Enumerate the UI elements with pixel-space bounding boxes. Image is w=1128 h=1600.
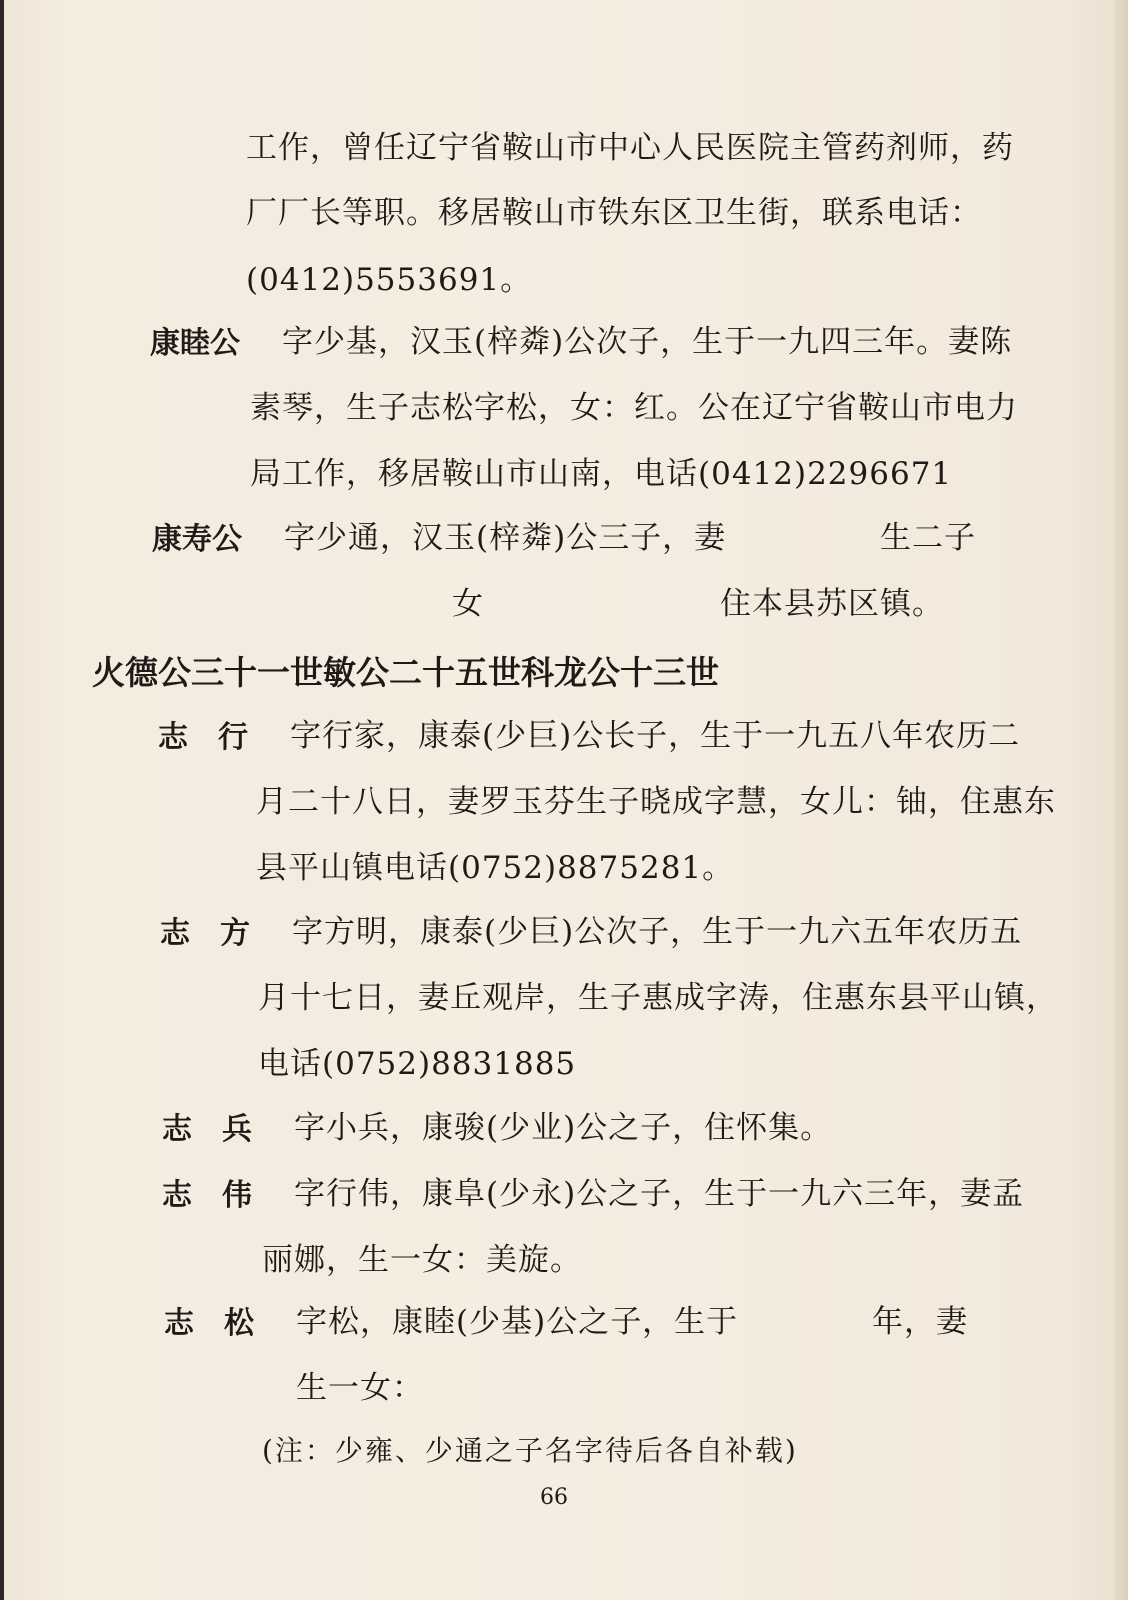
entry-name-kangmu: 康睦公 <box>150 326 240 361</box>
entry-name-zhifang: 志 方 <box>160 916 250 951</box>
entry-zhibing-line-1: 字小兵，康骏(少业)公之子，住怀集。 <box>294 1110 833 1146</box>
entry-zhifang-line-1: 字方明，康泰(少巨)公次子，生于一九六五年农历五 <box>292 914 1023 950</box>
entry-kangshou-line-1a: 字少通，汉玉(梓粦)公三子，妻 <box>284 520 727 556</box>
entry-kangshou-line-2a: 女 <box>452 586 484 622</box>
section-heading: 火德公三十一世敏公二十五世科龙公十三世 <box>92 653 719 692</box>
page-left-edge <box>0 0 4 1600</box>
entry-zhiwei-line-2: 丽娜，生一女：美旋。 <box>262 1242 582 1278</box>
entry-zhisong-line-1b: 年，妻 <box>872 1304 968 1340</box>
entry-zhixing-line-3: 县平山镇电话(0752)8875281。 <box>256 850 735 886</box>
entry-zhifang-line-2: 月十七日，妻丘观岸，生子惠成字涛，住惠东县平山镇， <box>258 980 1058 1016</box>
prev-entry-line-2: 厂厂长等职。移居鞍山市铁东区卫生街，联系电话： <box>246 195 982 231</box>
prev-entry-line-1: 工作，曾任辽宁省鞍山市中心人民医院主管药剂师，药 <box>246 130 1014 166</box>
footnote: (注：少雍、少通之子名字待后各自补载) <box>262 1434 798 1467</box>
entry-kangmu-line-3: 局工作，移居鞍山市山南，电话(0412)2296671 <box>250 456 953 492</box>
page-right-edge <box>1114 0 1128 1600</box>
prev-entry-line-3: (0412)5553691。 <box>246 262 533 298</box>
entry-zhixing-line-2: 月二十八日，妻罗玉芬生子晓成字慧，女儿：铀，住惠东 <box>256 784 1056 820</box>
entry-zhisong-line-2: 生一女： <box>296 1370 424 1406</box>
entry-kangshou-line-1b: 生二子 <box>880 520 976 556</box>
entry-name-zhisong: 志 松 <box>164 1306 254 1341</box>
entry-name-zhiwei: 志 伟 <box>162 1178 252 1213</box>
entry-zhifang-line-3: 电话(0752)8831885 <box>258 1046 577 1082</box>
entry-name-zhixing: 志 行 <box>158 720 248 755</box>
entry-zhisong-line-1a: 字松，康睦(少基)公之子，生于 <box>296 1304 739 1340</box>
entry-kangshou-line-2b: 住本县苏区镇。 <box>720 586 944 622</box>
entry-name-zhibing: 志 兵 <box>162 1112 252 1147</box>
entry-name-kangshou: 康寿公 <box>152 522 242 557</box>
page-number: 66 <box>540 1485 568 1510</box>
entry-zhiwei-line-1: 字行伟，康阜(少永)公之子，生于一九六三年，妻孟 <box>294 1176 1025 1212</box>
entry-zhixing-line-1: 字行家，康泰(少巨)公长子，生于一九五八年农历二 <box>290 718 1021 754</box>
entry-kangmu-line-1: 字少基，汉玉(梓粦)公次子，生于一九四三年。妻陈 <box>282 324 1013 360</box>
entry-kangmu-line-2: 素琴，生子志松字松，女：红。公在辽宁省鞍山市电力 <box>250 390 1018 426</box>
